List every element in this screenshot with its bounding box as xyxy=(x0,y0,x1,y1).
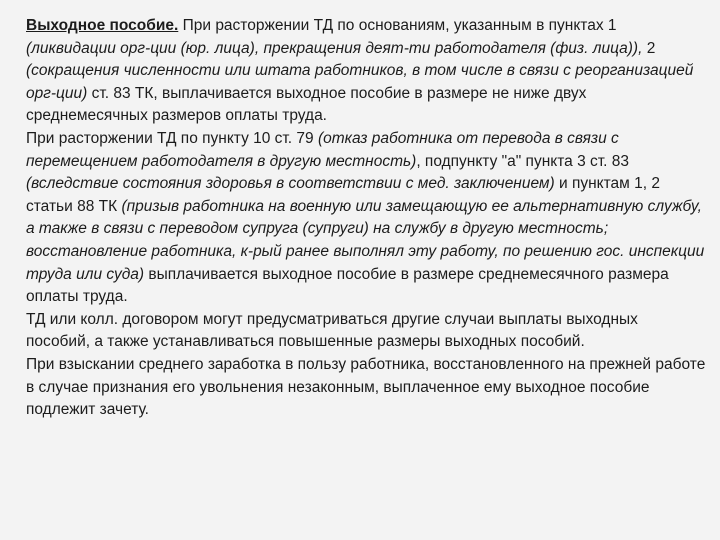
text-segment: При расторжении ТД по основаниям, указанным в пунктах 1 xyxy=(178,17,617,34)
paragraph-reinstatement-offset xyxy=(26,354,706,422)
paragraph-severance-pay xyxy=(26,15,706,128)
text-segment: ТД или колл. договором могут предусматриваться другие случаи выплаты выходных пособий, а также устанавливаться повышенные размеры выходных пособий. xyxy=(26,310,638,351)
text-block xyxy=(26,15,706,422)
italic-segment: (призыв работника на военную или замещающую ее альтернативную службу, а также в связи с переводом супруга (супруги) на службу в другую местность; восстановление работника, к-рый ранее выполнял эту работу, по решению гос. инспекции труда или суда) xyxy=(26,197,705,283)
term-heading: Выходное пособие. xyxy=(26,17,179,34)
italic-segment: (вследствие состояния здоровья в соответствии с мед. заключением) xyxy=(26,175,555,193)
text-segment: выплачивается выходное пособие в размере среднемесячного размера оплаты труда. xyxy=(26,265,669,306)
paragraph-other-grounds xyxy=(26,128,706,309)
text-segment: и пунктам 1, 2 статьи 88 ТК xyxy=(26,175,660,215)
text-segment: , подпункту "а" пункта 3 ст. 83 xyxy=(416,152,629,170)
text-segment: 2 xyxy=(646,39,656,57)
text-segment: При взыскании среднего заработка в пользу работника, восстановленного на прежней работе в случае признания его увольнения незаконным, выплаченное ему выходное пособие подлежит зачету. xyxy=(26,355,706,419)
paragraph-collective-agreement xyxy=(26,309,706,354)
text-segment: ст. 83 ТК, выплачивается выходное пособие в размере не ниже двух среднемесячных размеров оплаты труда. xyxy=(26,84,587,125)
italic-segment: (отказ работника от перевода в связи с перемещением работодателя в другую местность) xyxy=(26,129,619,170)
italic-segment: (сокращения численности или штата работников, в том числе в связи с реорганизацией орг-ции) xyxy=(26,62,694,102)
italic-segment: (ликвидации орг-ции (юр. лица), прекращения деят-ти работодателя (физ. лица)), xyxy=(26,39,647,57)
text-segment: При расторжении ТД по пункту 10 ст. 79 xyxy=(26,129,318,147)
